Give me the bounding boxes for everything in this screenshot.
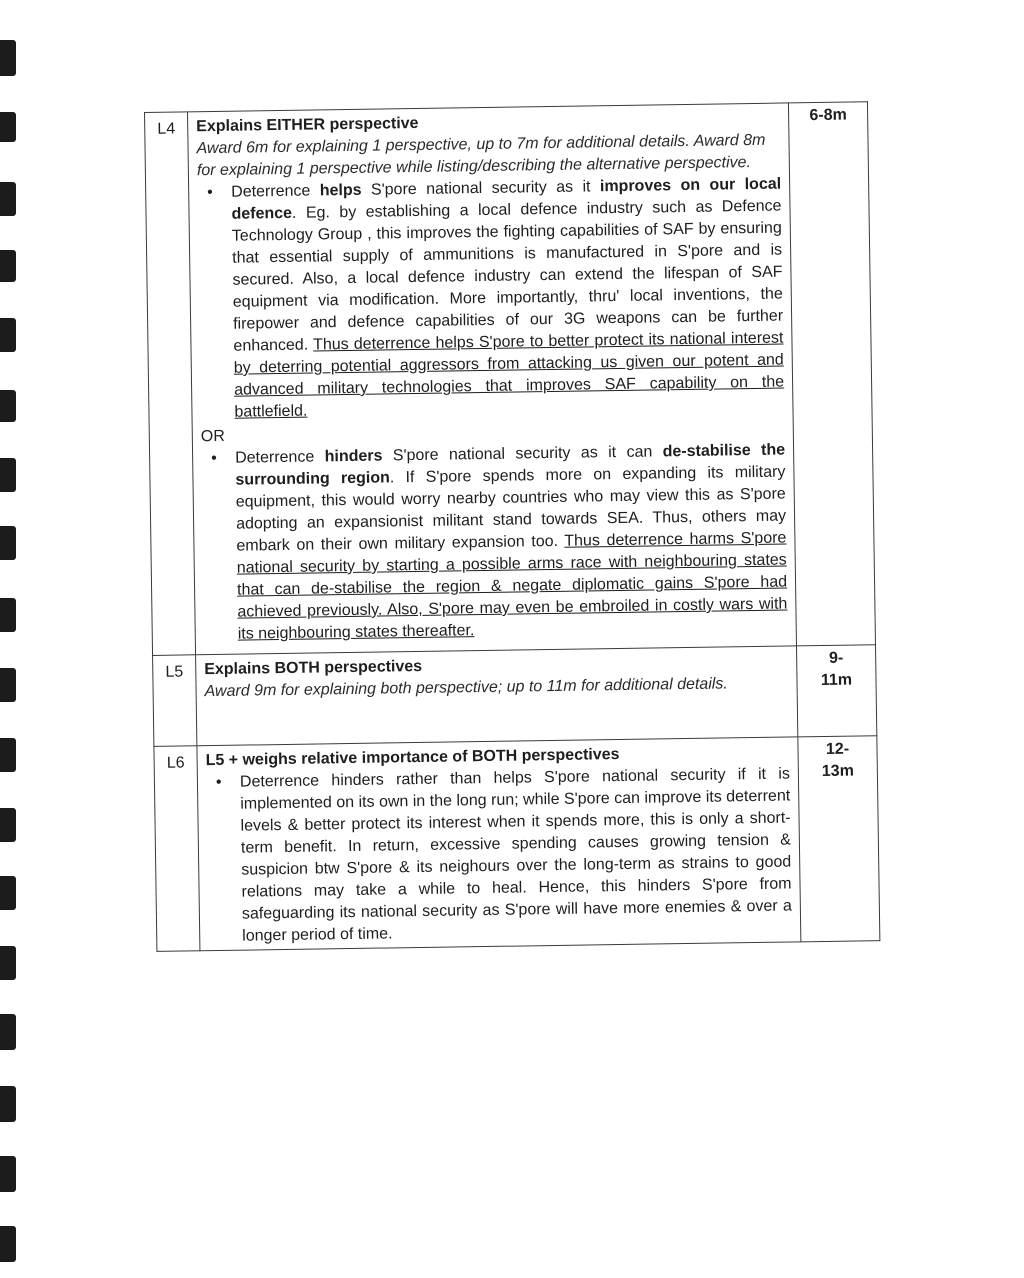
binding-ring	[0, 390, 16, 422]
level-description	[196, 646, 798, 746]
marking-scheme-page	[144, 101, 880, 952]
binding-ring	[0, 1226, 16, 1262]
text-run: S'pore national security as it can	[382, 443, 663, 465]
table-row	[153, 645, 877, 747]
bullet-point	[231, 174, 785, 424]
binding-ring	[0, 182, 16, 216]
binding-ring	[0, 738, 16, 772]
bullet-list	[206, 763, 793, 948]
binding-ring	[0, 318, 16, 352]
text-run: Deterrence	[235, 448, 325, 467]
text-run: . Eg. by establishing a local defence industry such as Defence Technology Group , this improves the fighting capabilities of SAF by ensuring that essential supply of ammunitions is manufactured in S'pore and is secured. Also, a local defence industry can extend the lifespan of SAF equipment via modification. More importantly, thru' local inventions, the firepower and defence capabilities of our 3G weapons can be further enhanced.	[231, 197, 784, 355]
binding-ring	[0, 250, 16, 282]
binding-ring	[0, 40, 16, 76]
binding-ring	[0, 1086, 16, 1122]
binding-ring	[0, 808, 16, 842]
mark-range	[788, 102, 875, 646]
text-run: . If S'pore spends more on expanding its military equipment, this would worry nearby countries who may view this as S'pore adopting an expansionist militant stand towards SEA. Thus, others may embark on their own military expansion too.	[235, 463, 787, 555]
mark-range	[796, 645, 876, 737]
spiral-binding	[0, 0, 22, 1278]
bold-text: improves on our local defence	[231, 175, 782, 223]
text-run: S'pore national security as it	[361, 178, 601, 199]
bold-text: helps	[319, 181, 362, 200]
binding-ring	[0, 1156, 16, 1192]
level-descriptor-table	[144, 101, 880, 952]
binding-ring	[0, 112, 16, 142]
binding-ring	[0, 876, 16, 910]
bullet-point	[235, 440, 788, 646]
text-run: Deterrence	[231, 182, 320, 201]
bullet-list	[201, 440, 788, 647]
bold-text: de-stabilise the surrounding region	[235, 441, 786, 489]
underlined-text: Thus deterrence harms S'pore national security by starting a possible arms race with neighbouring states that can de-stabilise the region & negate diplomatic gains S'pore had achieved previously. Also, S'pore may even be embroiled in costly wars with its neighbouring states thereafter.	[236, 529, 788, 643]
binding-ring	[0, 458, 16, 492]
bold-text: hinders	[324, 447, 383, 466]
marking-note: Award 9m for explaining both perspective; up to 11m for additional details.	[204, 675, 728, 701]
level-heading: L5 + weighs relative importance of BOTH perspectives	[205, 746, 620, 770]
mark-range-text: 11m	[820, 671, 853, 690]
table-row	[154, 736, 880, 952]
mark-range-text: 13m	[821, 762, 854, 781]
binding-ring	[0, 668, 16, 702]
level-label: L5	[153, 655, 197, 747]
level-label: L6	[154, 746, 200, 952]
mark-range-text: 6-8m	[809, 106, 847, 125]
underlined-text: Thus deterrence helps S'pore to better protect its national interest by deterring potential aggressors from attacking us given our potent and advanced military technologies that improves SAF capability on the battlefield.	[233, 329, 785, 421]
level-description	[188, 103, 797, 655]
binding-ring	[0, 946, 16, 980]
or-label: OR	[200, 427, 225, 446]
bullet-point: • Deterrence hinders rather than helps S'pore national security if it is implemented on its own in the long run; while S'pore can improve its deterrent levels & better protect its interest when it spends more, this is only a short-term benefit. In return, excessive spending causes growing tension & suspicion btw S'pore & its neighours over the long-term as strains to good relations may take a while to heal. Hence, this hinders S'pore from safeguarding its national security as S'pore will have more enemies & over a longer period of time.	[240, 763, 793, 947]
mark-range-text: 9-	[828, 649, 844, 667]
level-heading: Explains EITHER perspective	[196, 114, 419, 136]
bullet-list	[197, 174, 785, 425]
level-description	[197, 737, 801, 951]
binding-ring	[0, 1014, 16, 1050]
table-row	[145, 102, 876, 656]
marking-note: Award 6m for explaining 1 perspective, up to 7m for additional details. Award 8m for explaining 1 perspective while listing/describing the alternative perspective.	[196, 131, 766, 180]
mark-range-text: 12-	[825, 740, 850, 758]
level-heading: Explains BOTH perspectives	[204, 657, 423, 679]
binding-ring	[0, 526, 16, 560]
binding-ring	[0, 598, 16, 632]
mark-range	[798, 736, 880, 942]
level-label: L4	[145, 112, 196, 656]
